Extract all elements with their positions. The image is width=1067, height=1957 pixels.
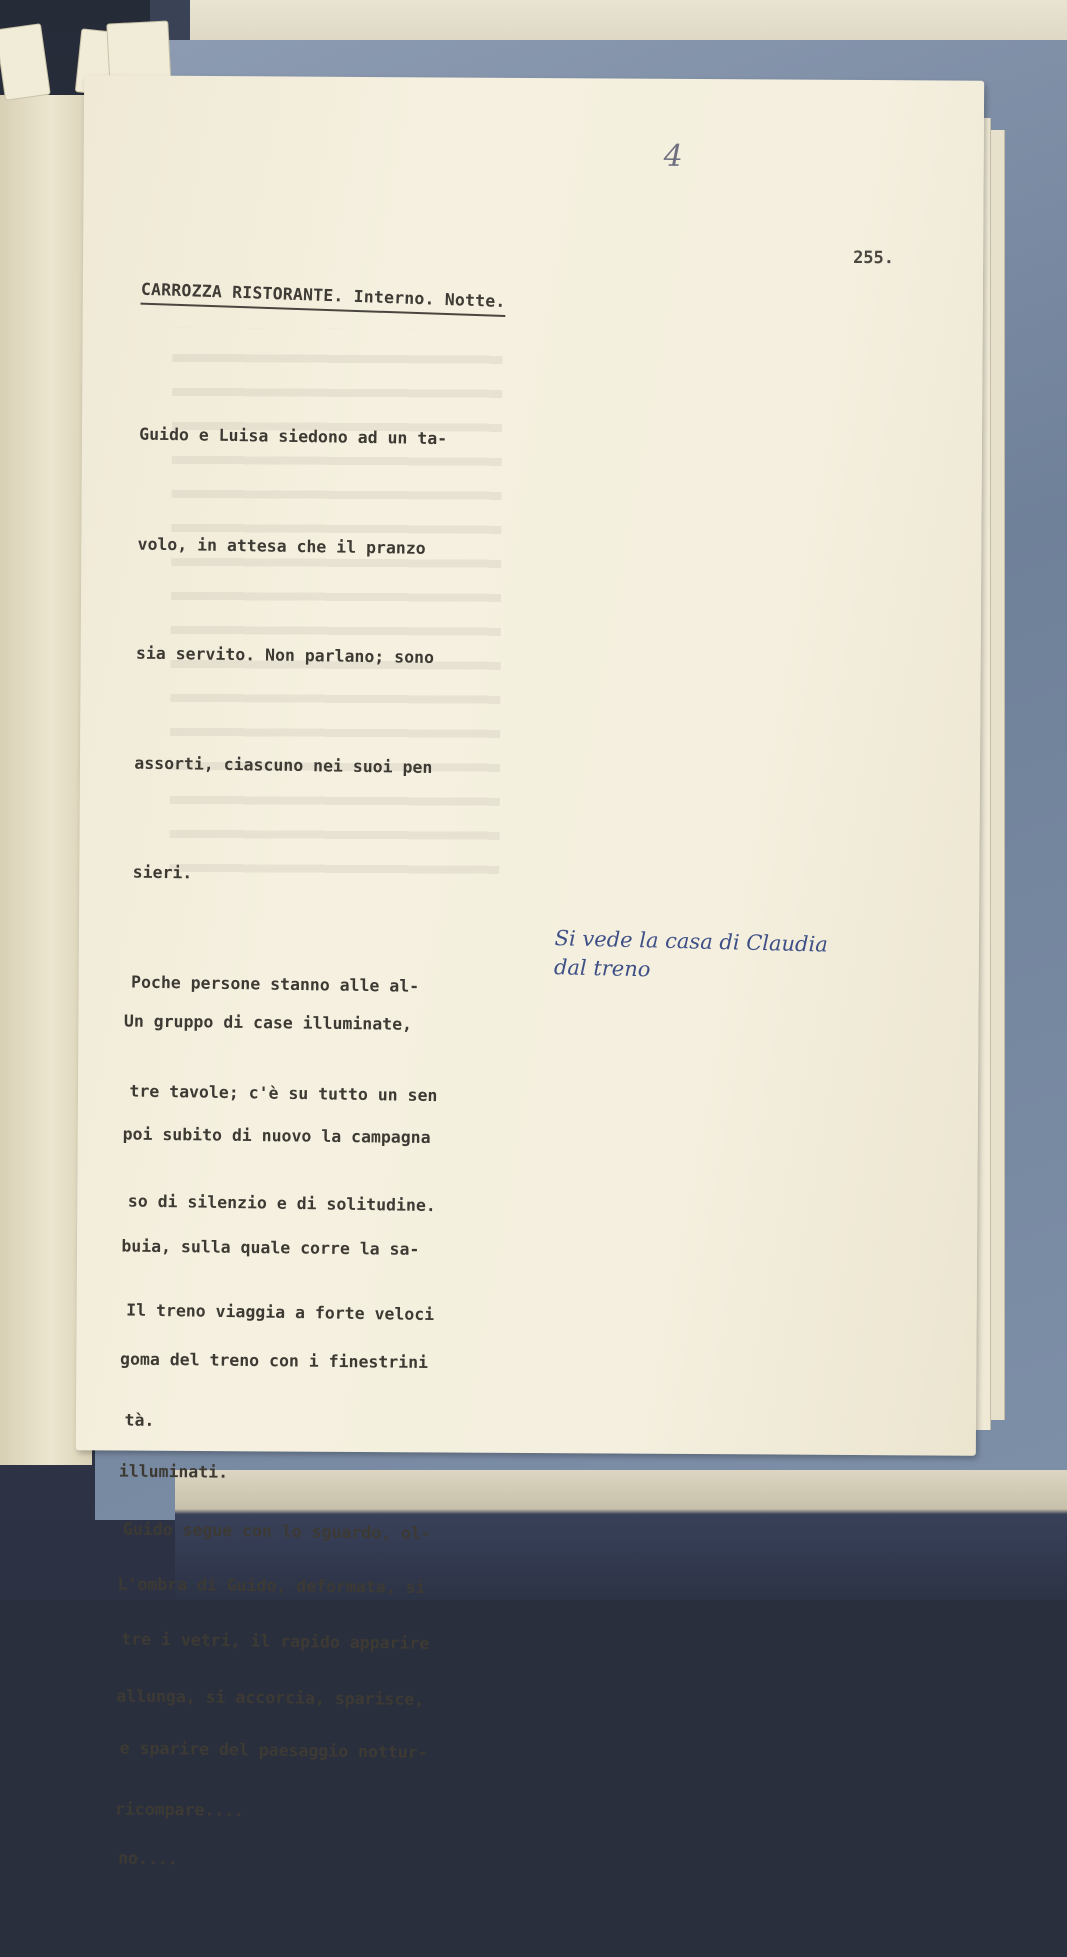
note-line: dal treno	[553, 955, 651, 982]
text-line: tà.	[124, 1409, 155, 1430]
text-line: Guido e Luisa siedono ad un ta-	[139, 424, 448, 449]
paragraph-2	[114, 928, 433, 1906]
paper-tab	[0, 23, 51, 101]
text-line: no....	[117, 1847, 178, 1868]
text-line: Un gruppo di case illuminate,	[123, 1011, 413, 1034]
text-line: L'ombra di Guido, deformata, si	[117, 1573, 426, 1597]
text-line: e sparire del paesaggio nottur-	[119, 1738, 428, 1763]
text-line: goma del treno con i finestrini	[120, 1349, 429, 1372]
text-line: Poche persone stanno alle al-	[130, 972, 420, 996]
handwritten-note	[554, 924, 828, 988]
handwritten-mark: 4	[663, 138, 683, 174]
text-line: tre tavole; c'è su tutto un sen	[129, 1081, 438, 1106]
text-line: Guido segue con lo sguardo, ol-	[122, 1519, 432, 1544]
text-line: assorti, ciascuno nei suoi pen	[134, 753, 433, 777]
text-line: Il treno viaggia a forte veloci	[126, 1300, 435, 1325]
text-line: tre i vetri, il rapido apparire	[121, 1628, 430, 1653]
text-line: sia servito. Non parlano; sono	[135, 643, 435, 667]
text-line: buia, sulla quale corre la sa-	[121, 1236, 420, 1259]
text-line: poi subito di nuovo la campagna	[122, 1124, 431, 1147]
text-line: illuminati.	[118, 1461, 229, 1482]
page-number: 255.	[853, 247, 895, 269]
text-line: allunga, si accorcia, sparisce,	[116, 1686, 425, 1709]
text-line: so di silenzio e di solitudine.	[127, 1191, 436, 1215]
text-line: ricompare....	[114, 1798, 245, 1820]
scene-heading: CARROZZA RISTORANTE. Interno. Notte.	[140, 280, 505, 317]
typed-page	[76, 75, 984, 1868]
text-line: volo, in attesa che il pranzo	[137, 534, 426, 558]
text-line: sieri.	[132, 862, 193, 883]
note-line: Si vede la casa di Claudia	[554, 926, 829, 957]
